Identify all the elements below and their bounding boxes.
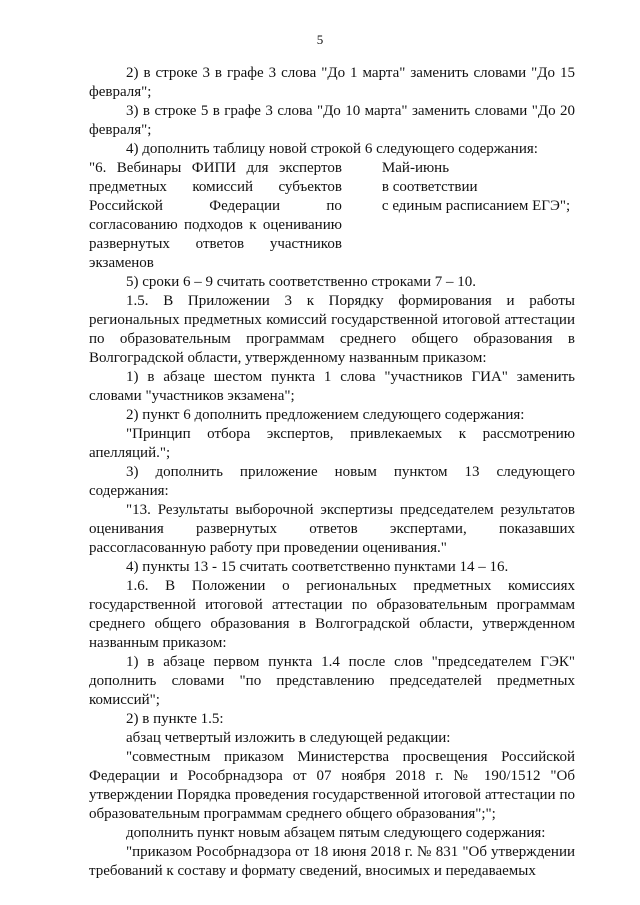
inserted-table-row: [89, 159, 575, 273]
paragraph: "Принцип отбора экспертов, привлекаемых к рассмотрению апелляций.";: [89, 426, 575, 461]
paragraph: 1) в абзаце шестом пункта 1 слова "участников ГИА" заменить словами "участников экзамена";: [89, 369, 575, 404]
table-cell-line: Май-июнь: [381, 160, 450, 176]
document-body: [89, 64, 575, 881]
paragraph: 2) в строке 3 в графе 3 слова "До 1 марта" заменить словами "До 15 февраля";: [89, 65, 575, 100]
paragraph: абзац четвертый изложить в следующей редакции:: [126, 730, 451, 746]
paragraph: 4) пункты 13 - 15 считать соответственно пунктами 14 – 16.: [126, 559, 509, 575]
table-cell-line: с единым расписанием ЕГЭ";: [381, 198, 571, 214]
paragraph: 1.5. В Приложении 3 к Порядку формирования и работы региональных предметных комиссий государственной итоговой аттестации по образовательным программам среднего общего образования в Волгоградской области, утвержденному названным приказом:: [89, 293, 575, 366]
table-cell-line: в соответствии: [381, 179, 478, 195]
paragraph: 3) дополнить приложение новым пунктом 13 следующего содержания:: [89, 464, 575, 499]
paragraph: 3) в строке 5 в графе 3 слова "До 10 марта" заменить словами "До 20 февраля";: [89, 103, 575, 138]
paragraph: 4) дополнить таблицу новой строкой 6 следующего содержания:: [126, 141, 538, 157]
paragraph: дополнить пункт новым абзацем пятым следующего содержания:: [126, 825, 546, 841]
page-number: 5: [316, 32, 324, 47]
paragraph: 5) сроки 6 – 9 считать соответственно строками 7 – 10.: [126, 274, 477, 290]
paragraph: "приказом Рособрнадзора от 18 июня 2018 г. № 831 "Об утверждении требований к составу и формату сведений, вносимых и передаваемых: [89, 844, 575, 879]
table-cell-deadline: [382, 159, 575, 273]
paragraph: 2) пункт 6 дополнить предложением следующего содержания:: [126, 407, 525, 423]
paragraph: "13. Результаты выборочной экспертизы председателем результатов оценивания развернутых ответов экспертами, показавших рассогласованную работу при проведении оценивания.": [89, 502, 575, 556]
table-cell-event: [89, 159, 342, 273]
table-cell-text: "6. Вебинары ФИПИ для экспертов предметных комиссий субъектов Российской Федерации по согласованию подходов к оцениванию развернутых ответов участников экзаменов: [89, 160, 342, 271]
paragraph: 2) в пункте 1.5:: [126, 711, 224, 727]
paragraph: 1.6. В Положении о региональных предметных комиссиях государственной итоговой аттестации по образовательным программам среднего общего образования в Волгоградской области, утвержденном названным приказом:: [89, 578, 575, 651]
paragraph: 1) в абзаце первом пункта 1.4 после слов "председателем ГЭК" дополнить словами "по представлению председателей предметных комиссий";: [89, 654, 575, 708]
paragraph: "совместным приказом Министерства просвещения Российской Федерации и Рособрнадзора от 07 ноября 2018 г. № 190/1512 "Об утверждении Порядка проведения государственной итоговой аттестации по образовательным программам среднего общего образования";";: [89, 749, 575, 822]
